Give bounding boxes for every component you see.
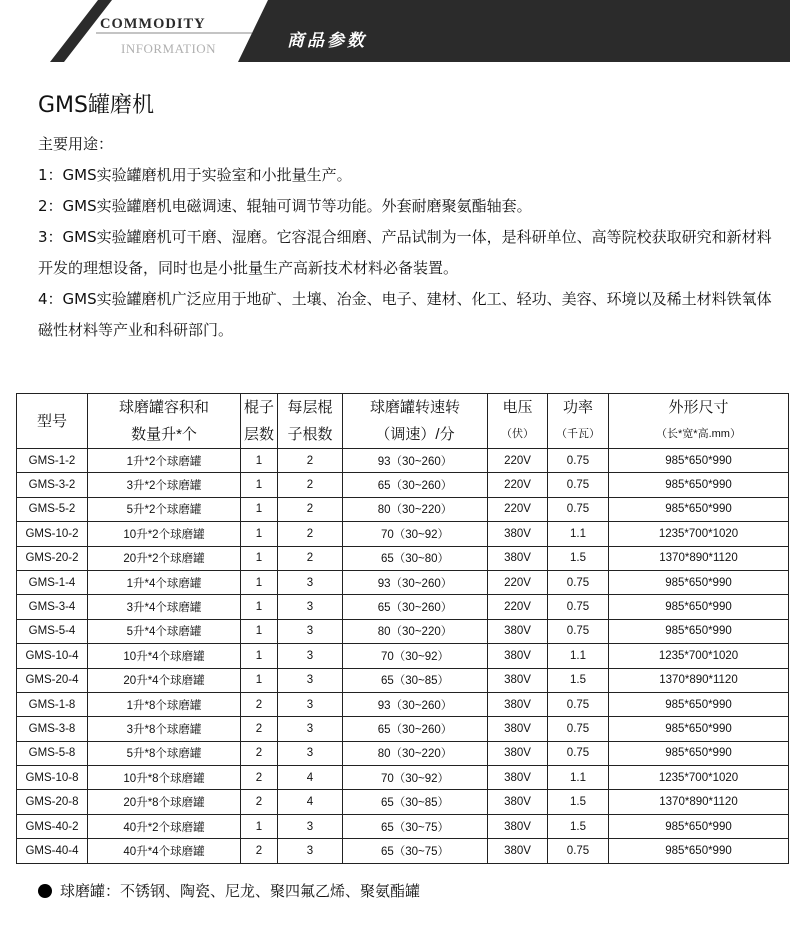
cell-voltage: 380V [488, 741, 548, 765]
cell-size: 985*650*990 [609, 473, 789, 497]
cell-layers: 2 [241, 766, 278, 790]
cell-capacity: 1升*8个球磨罐 [88, 692, 241, 716]
cell-size: 985*650*990 [609, 449, 789, 473]
cell-capacity: 3升*4个球磨罐 [88, 595, 241, 619]
table-row [17, 546, 789, 570]
cell-power: 0.75 [548, 595, 609, 619]
cell-rollers: 3 [278, 619, 343, 643]
material-footnote [38, 880, 420, 901]
cell-capacity: 20升*8个球磨罐 [88, 790, 241, 814]
cell-speed: 70（30~92） [343, 766, 488, 790]
table-row [17, 692, 789, 716]
cell-model: GMS-20-4 [17, 668, 88, 692]
cell-size: 1235*700*1020 [609, 522, 789, 546]
cell-rollers: 2 [278, 473, 343, 497]
cell-speed: 65（30~75） [343, 814, 488, 838]
cell-model: GMS-10-8 [17, 766, 88, 790]
table-row [17, 668, 789, 692]
product-title: GMS罐磨机 [38, 93, 154, 118]
cell-voltage: 380V [488, 814, 548, 838]
cell-rollers: 3 [278, 644, 343, 668]
header-layers: 棍子 层数 [241, 394, 278, 449]
cell-speed: 93（30~260） [343, 449, 488, 473]
cell-voltage: 380V [488, 839, 548, 863]
cell-power: 0.75 [548, 497, 609, 521]
cell-voltage: 220V [488, 497, 548, 521]
usage-item: 4：GMS实验罐磨机广泛应用于地矿、土壤、冶金、电子、建材、化工、轻功、美容、环境以及稀土材料铁氧体磁性材料等产业和科研部门。 [38, 290, 772, 339]
cell-speed: 65（30~75） [343, 839, 488, 863]
cell-model: GMS-5-2 [17, 497, 88, 521]
cell-rollers: 3 [278, 595, 343, 619]
cell-capacity: 3升*8个球磨罐 [88, 717, 241, 741]
cell-speed: 70（30~92） [343, 644, 488, 668]
cell-model: GMS-5-8 [17, 741, 88, 765]
cell-capacity: 40升*2个球磨罐 [88, 814, 241, 838]
bullet-dot-icon [38, 884, 52, 898]
table-row [17, 619, 789, 643]
cell-rollers: 2 [278, 522, 343, 546]
cell-power: 1.1 [548, 644, 609, 668]
cell-layers: 1 [241, 814, 278, 838]
table-row [17, 595, 789, 619]
cell-model: GMS-1-2 [17, 449, 88, 473]
cell-voltage: 380V [488, 668, 548, 692]
table-row [17, 790, 789, 814]
cell-speed: 80（30~220） [343, 497, 488, 521]
table-row [17, 741, 789, 765]
header-rollers: 每层棍 子根数 [278, 394, 343, 449]
cell-capacity: 10升*4个球磨罐 [88, 644, 241, 668]
table-row [17, 839, 789, 863]
header-size: 外形尺寸 （长*宽*高.mm） [609, 394, 789, 449]
cell-rollers: 2 [278, 497, 343, 521]
spec-table [16, 393, 789, 864]
table-row [17, 473, 789, 497]
section-banner [0, 0, 790, 62]
cell-speed: 65（30~85） [343, 790, 488, 814]
cell-layers: 2 [241, 692, 278, 716]
cell-voltage: 380V [488, 717, 548, 741]
cell-power: 1.1 [548, 766, 609, 790]
cell-layers: 1 [241, 668, 278, 692]
cell-rollers: 3 [278, 814, 343, 838]
usage-heading: 主要用途： [38, 135, 114, 153]
cell-voltage: 380V [488, 546, 548, 570]
table-row [17, 570, 789, 594]
cell-rollers: 3 [278, 839, 343, 863]
cell-power: 1.5 [548, 814, 609, 838]
table-row [17, 717, 789, 741]
header-voltage: 电压 （伏） [488, 394, 548, 449]
cell-power: 1.5 [548, 668, 609, 692]
cell-layers: 1 [241, 644, 278, 668]
cell-power: 0.75 [548, 839, 609, 863]
cell-model: GMS-3-8 [17, 717, 88, 741]
table-header-row [17, 394, 789, 449]
cell-layers: 1 [241, 497, 278, 521]
cell-size: 985*650*990 [609, 717, 789, 741]
cell-voltage: 220V [488, 473, 548, 497]
cell-capacity: 3升*2个球磨罐 [88, 473, 241, 497]
cell-capacity: 5升*4个球磨罐 [88, 619, 241, 643]
cell-rollers: 3 [278, 570, 343, 594]
usage-item: 1：GMS实验罐磨机用于实验室和小批量生产。 [38, 166, 352, 184]
cell-capacity: 20升*4个球磨罐 [88, 668, 241, 692]
cell-voltage: 220V [488, 570, 548, 594]
table-row [17, 497, 789, 521]
usage-section [38, 129, 778, 346]
cell-speed: 65（30~260） [343, 717, 488, 741]
cell-size: 1370*890*1120 [609, 546, 789, 570]
cell-size: 1370*890*1120 [609, 668, 789, 692]
cell-size: 1235*700*1020 [609, 766, 789, 790]
cell-model: GMS-10-4 [17, 644, 88, 668]
cell-power: 1.5 [548, 790, 609, 814]
cell-size: 1370*890*1120 [609, 790, 789, 814]
cell-capacity: 1升*4个球磨罐 [88, 570, 241, 594]
cell-speed: 80（30~220） [343, 741, 488, 765]
cell-capacity: 5升*8个球磨罐 [88, 741, 241, 765]
cell-layers: 1 [241, 595, 278, 619]
cell-power: 0.75 [548, 473, 609, 497]
header-speed: 球磨罐转速转 （调速）/分 [343, 394, 488, 449]
header-model: 型号 [17, 394, 88, 449]
cell-rollers: 3 [278, 741, 343, 765]
cell-power: 1.1 [548, 522, 609, 546]
cell-power: 0.75 [548, 619, 609, 643]
cell-rollers: 3 [278, 692, 343, 716]
cell-size: 985*650*990 [609, 741, 789, 765]
cell-speed: 65（30~260） [343, 595, 488, 619]
cell-speed: 80（30~220） [343, 619, 488, 643]
cell-voltage: 380V [488, 619, 548, 643]
cell-size: 985*650*990 [609, 839, 789, 863]
cell-size: 985*650*990 [609, 692, 789, 716]
table-row [17, 449, 789, 473]
cell-model: GMS-1-4 [17, 570, 88, 594]
cell-speed: 65（30~85） [343, 668, 488, 692]
cell-model: GMS-5-4 [17, 619, 88, 643]
banner-cn-title: 商品参数 [287, 31, 367, 51]
cell-capacity: 5升*2个球磨罐 [88, 497, 241, 521]
cell-layers: 2 [241, 839, 278, 863]
cell-size: 985*650*990 [609, 595, 789, 619]
cell-power: 0.75 [548, 717, 609, 741]
cell-model: GMS-20-2 [17, 546, 88, 570]
cell-capacity: 1升*2个球磨罐 [88, 449, 241, 473]
cell-power: 0.75 [548, 449, 609, 473]
cell-speed: 65（30~260） [343, 473, 488, 497]
cell-capacity: 10升*8个球磨罐 [88, 766, 241, 790]
cell-voltage: 380V [488, 692, 548, 716]
banner-en-line1: COMMODITY [100, 16, 206, 32]
cell-model: GMS-40-4 [17, 839, 88, 863]
cell-rollers: 3 [278, 668, 343, 692]
cell-voltage: 380V [488, 790, 548, 814]
cell-size: 1235*700*1020 [609, 644, 789, 668]
cell-model: GMS-1-8 [17, 692, 88, 716]
cell-voltage: 380V [488, 522, 548, 546]
cell-speed: 65（30~80） [343, 546, 488, 570]
cell-model: GMS-3-4 [17, 595, 88, 619]
cell-layers: 1 [241, 449, 278, 473]
cell-power: 0.75 [548, 570, 609, 594]
cell-size: 985*650*990 [609, 497, 789, 521]
cell-size: 985*650*990 [609, 570, 789, 594]
header-capacity: 球磨罐容积和 数量升*个 [88, 394, 241, 449]
table-row [17, 766, 789, 790]
cell-size: 985*650*990 [609, 619, 789, 643]
cell-voltage: 380V [488, 644, 548, 668]
header-power: 功率 （千瓦） [548, 394, 609, 449]
cell-power: 0.75 [548, 741, 609, 765]
cell-voltage: 380V [488, 766, 548, 790]
cell-size: 985*650*990 [609, 814, 789, 838]
cell-model: GMS-20-8 [17, 790, 88, 814]
table-row [17, 814, 789, 838]
cell-speed: 93（30~260） [343, 692, 488, 716]
cell-layers: 1 [241, 619, 278, 643]
cell-power: 0.75 [548, 692, 609, 716]
cell-model: GMS-3-2 [17, 473, 88, 497]
usage-item: 3：GMS实验罐磨机可干磨、湿磨。它容混合细磨、产品试制为一体，是科研单位、高等院校获取研究和新材料开发的理想设备，同时也是小批量生产高新技术材料必备装置。 [38, 228, 772, 277]
cell-capacity: 20升*2个球磨罐 [88, 546, 241, 570]
cell-rollers: 4 [278, 766, 343, 790]
cell-capacity: 10升*2个球磨罐 [88, 522, 241, 546]
cell-rollers: 4 [278, 790, 343, 814]
cell-layers: 1 [241, 546, 278, 570]
cell-layers: 1 [241, 522, 278, 546]
cell-model: GMS-10-2 [17, 522, 88, 546]
banner-en-line2: INFORMATION [121, 41, 217, 56]
footnote-text: 球磨罐：不锈钢、陶瓷、尼龙、聚四氟乙烯、聚氨酯罐 [60, 882, 421, 900]
cell-rollers: 2 [278, 449, 343, 473]
cell-power: 1.5 [548, 546, 609, 570]
cell-rollers: 2 [278, 546, 343, 570]
cell-speed: 93（30~260） [343, 570, 488, 594]
cell-speed: 70（30~92） [343, 522, 488, 546]
cell-layers: 1 [241, 570, 278, 594]
cell-layers: 2 [241, 790, 278, 814]
cell-layers: 2 [241, 741, 278, 765]
table-row [17, 644, 789, 668]
usage-item: 2：GMS实验罐磨机电磁调速、辊轴可调节等功能。外套耐磨聚氨酯轴套。 [38, 197, 532, 215]
cell-capacity: 40升*4个球磨罐 [88, 839, 241, 863]
cell-voltage: 220V [488, 449, 548, 473]
cell-layers: 1 [241, 473, 278, 497]
cell-rollers: 3 [278, 717, 343, 741]
table-row [17, 522, 789, 546]
cell-layers: 2 [241, 717, 278, 741]
cell-voltage: 220V [488, 595, 548, 619]
cell-model: GMS-40-2 [17, 814, 88, 838]
